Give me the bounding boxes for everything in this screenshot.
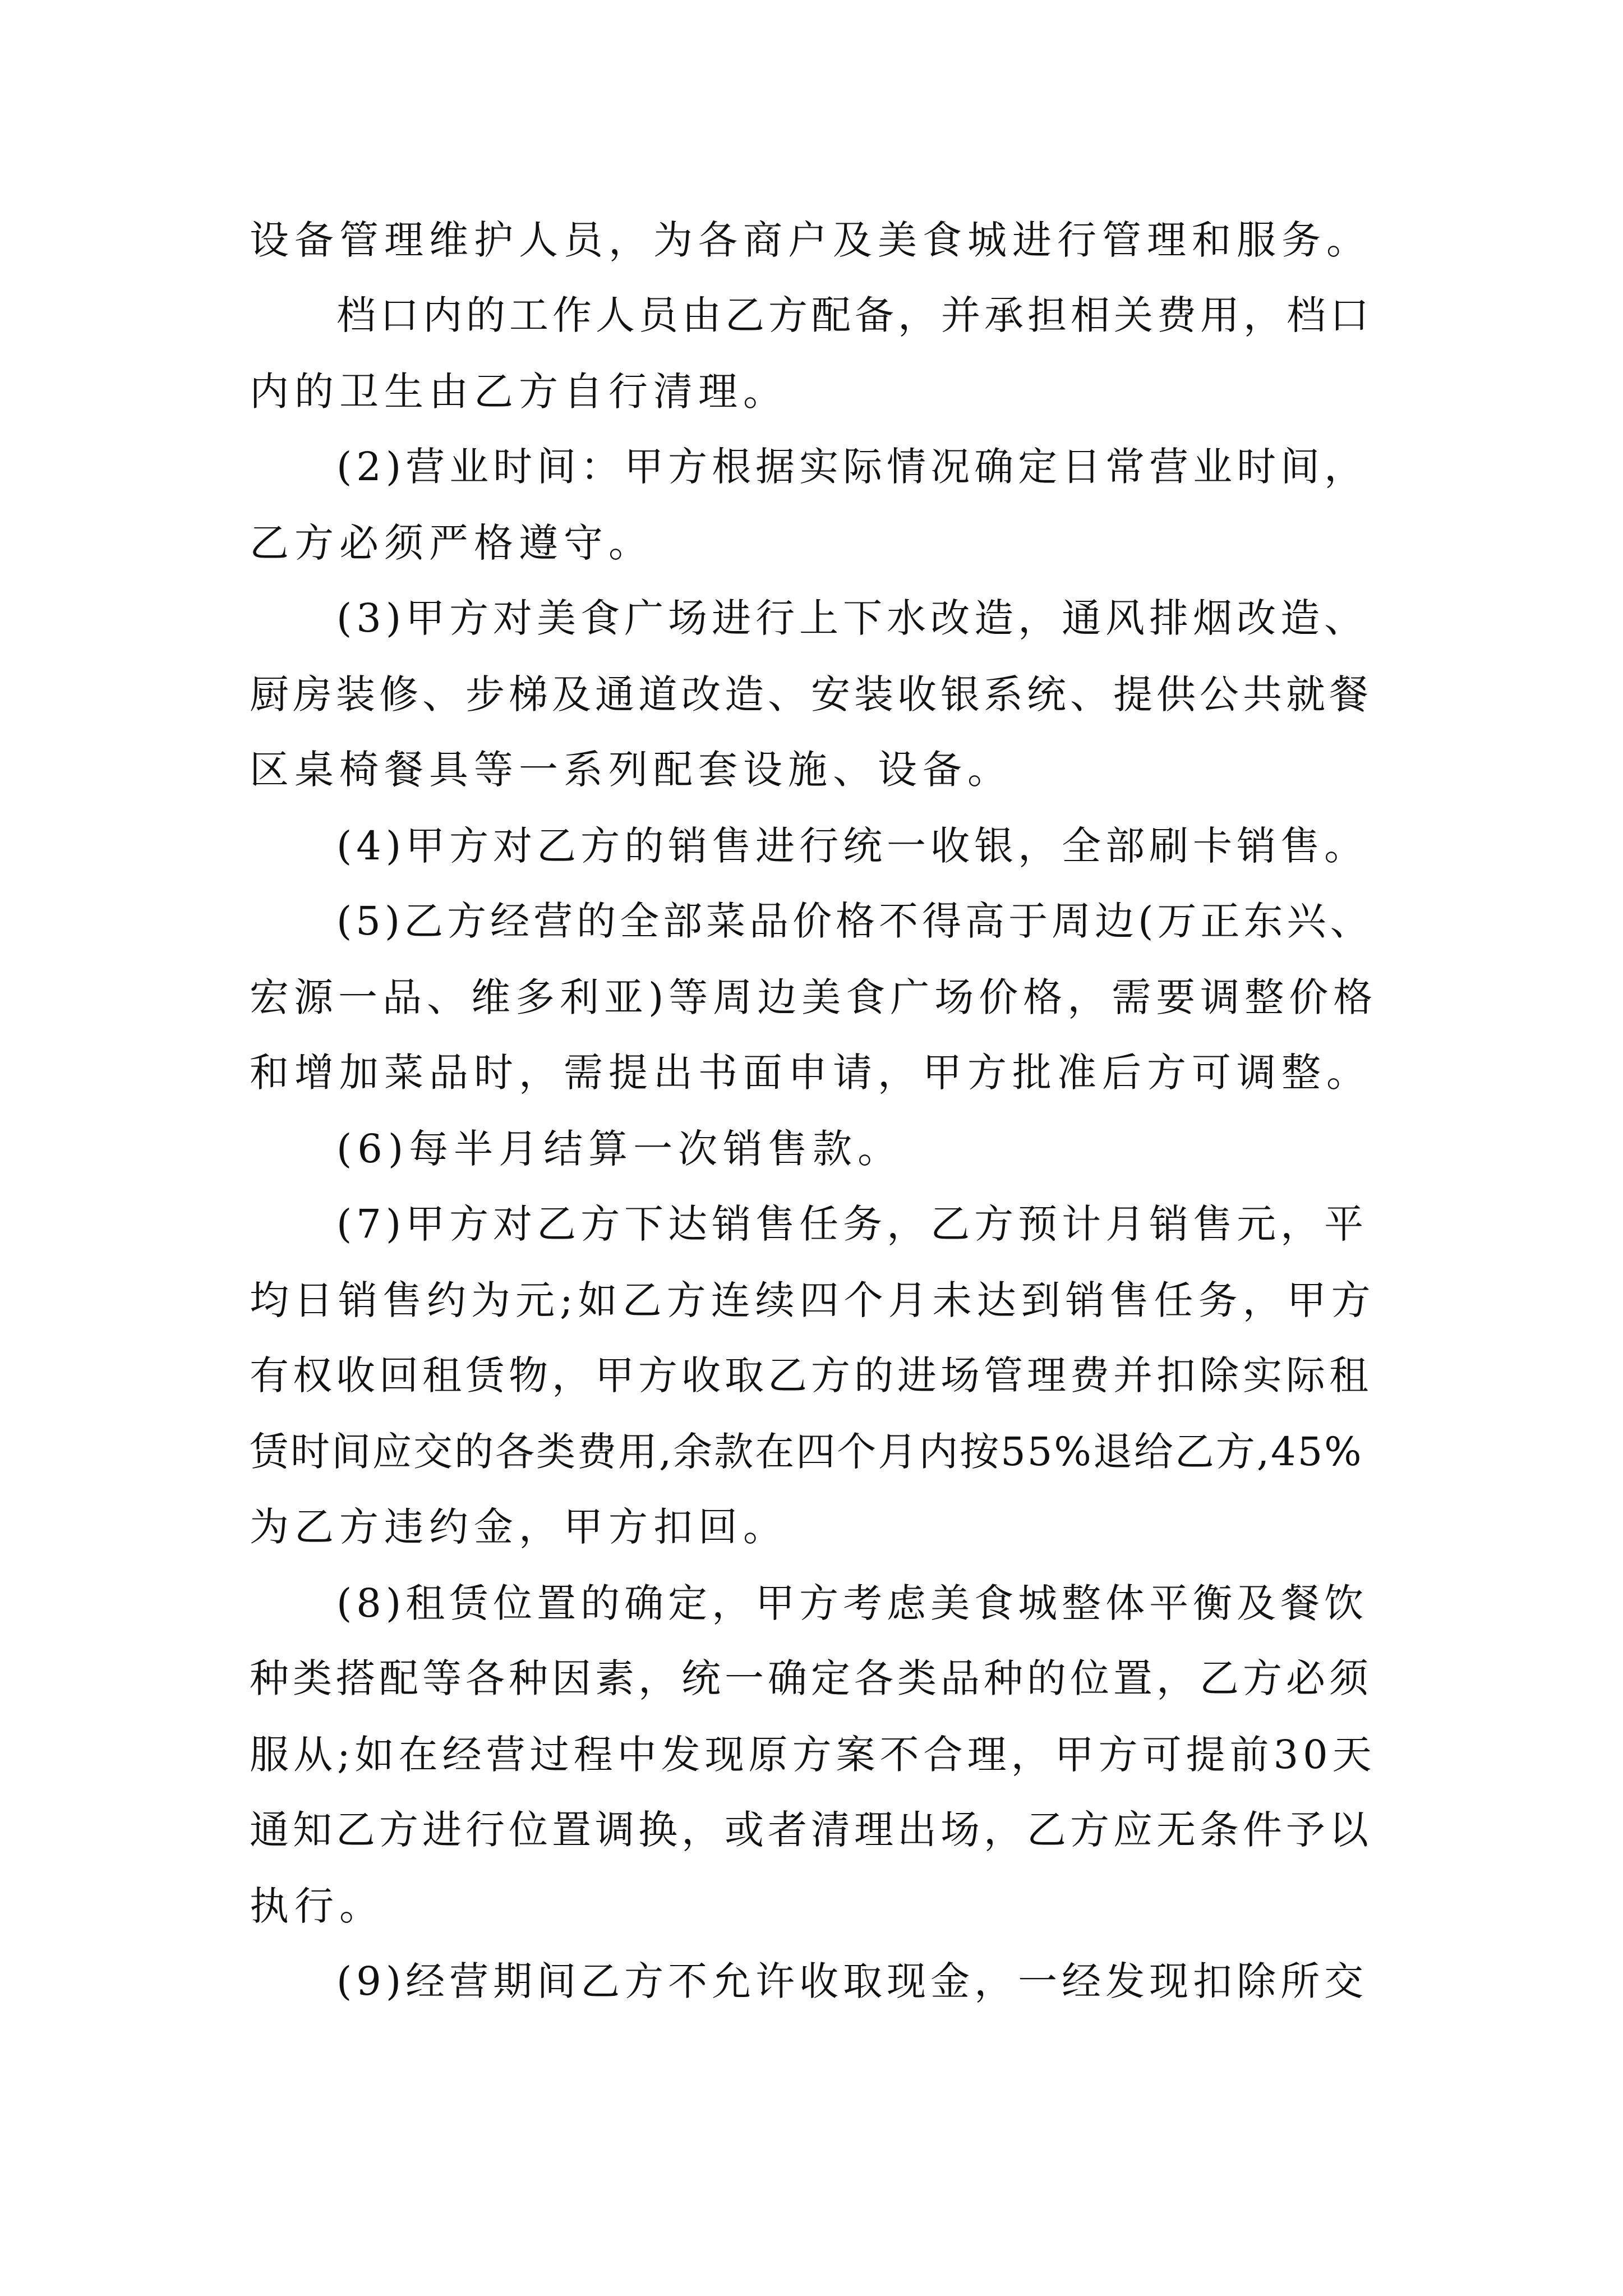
text-line: 区桌椅餐具等一系列配套设施、设备。 bbox=[250, 747, 1012, 793]
text-line: 宏源一品、维多利亚)等周边美食广场价格，需要调整价格 bbox=[250, 974, 1378, 1020]
text-line: (7)甲方对乙方下达销售任务，乙方预计月销售元，平 bbox=[336, 1201, 1368, 1247]
text-line: 有权收回租赁物，甲方收取乙方的进场管理费并扣除实际租 bbox=[250, 1352, 1372, 1398]
text-line: 均日销售约为元;如乙方连续四个月未达到销售任务，甲方 bbox=[250, 1277, 1376, 1323]
text-line: (6)每半月结算一次销售款。 bbox=[336, 1126, 903, 1172]
text-line: (5)乙方经营的全部菜品价格不得高于周边(万正东兴、 bbox=[336, 898, 1373, 944]
text-line: 种类搭配等各种因素，统一确定各类品种的位置，乙方必须 bbox=[250, 1655, 1372, 1701]
text-line: 设备管理维护人员，为各商户及美食城进行管理和服务。 bbox=[250, 217, 1371, 263]
text-line: (2)营业时间：甲方根据实际情况确定日常营业时间， bbox=[336, 444, 1368, 490]
text-line: (4)甲方对乙方的销售进行统一收银，全部刷卡销售。 bbox=[336, 823, 1368, 869]
text-line: 执行。 bbox=[250, 1883, 384, 1929]
text-line: (8)租赁位置的确定，甲方考虑美食城整体平衡及餐饮 bbox=[336, 1580, 1368, 1626]
text-line: 乙方必须严格遵守。 bbox=[250, 520, 653, 566]
text-line: 厨房装修、步梯及通道改造、安装收银系统、提供公共就餐 bbox=[250, 671, 1372, 717]
text-line: 档口内的工作人员由乙方配备，并承担相关费用，档口 bbox=[336, 292, 1373, 338]
text-line: (3)甲方对美食广场进行上下水改造，通风排烟改造、 bbox=[336, 595, 1368, 641]
text-line: 为乙方违约金，甲方扣回。 bbox=[250, 1504, 788, 1550]
text-line: 和增加菜品时，需提出书面申请，甲方批准后方可调整。 bbox=[250, 1050, 1371, 1096]
text-line: 服从;如在经营过程中发现原方案不合理，甲方可提前30天 bbox=[250, 1732, 1376, 1778]
text-line: 内的卫生由乙方自行清理。 bbox=[250, 369, 788, 415]
text-line: 赁时间应交的各类费用,余款在四个月内按55%退给乙方,45% bbox=[250, 1429, 1363, 1475]
text-line: 通知乙方进行位置调换，或者清理出场，乙方应无条件予以 bbox=[250, 1807, 1372, 1853]
text-line: (9)经营期间乙方不允许收取现金，一经发现扣除所交 bbox=[336, 1958, 1368, 2004]
